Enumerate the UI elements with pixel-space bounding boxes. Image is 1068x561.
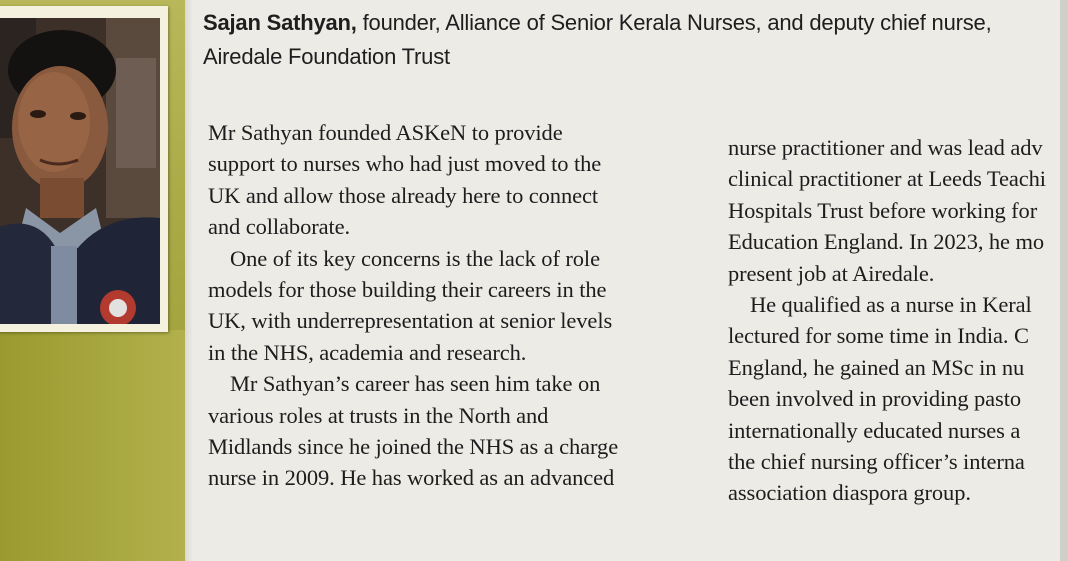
paragraph-line: Mr Sathyan’s career has seen him take on — [230, 371, 601, 397]
paragraph-line: lectured for some time in India. C — [728, 323, 1029, 349]
paragraph-line: been involved in providing pasto — [728, 386, 1022, 412]
heading-line-1 — [203, 6, 1063, 40]
paragraph-line: Education England. In 2023, he mo — [728, 229, 1045, 255]
paragraph-line: present job at Airedale. — [728, 260, 935, 286]
portrait-frame — [0, 6, 168, 332]
paragraph-line: support to nurses who had just moved to the — [208, 151, 602, 177]
paragraph-line: Midlands since he joined the NHS as a charge — [208, 434, 619, 460]
paragraph-line: in the NHS, academia and research. — [208, 339, 527, 365]
paragraph-line: nurse in 2009. He has worked as an advanced — [208, 465, 615, 491]
paragraph-line: UK and allow those already here to connect — [208, 182, 599, 208]
paragraph-line: internationally educated nurses a — [728, 417, 1021, 443]
paragraph-line: various roles at trusts in the North and — [208, 402, 549, 428]
paragraph-line: association diaspora group. — [728, 480, 971, 506]
paragraph-line: nurse practitioner and was lead adv — [728, 135, 1043, 160]
right-page-strip — [1060, 0, 1068, 561]
paragraph-line: Hospitals Trust before working for — [728, 197, 1038, 223]
paragraph-line: the chief nursing officer’s interna — [728, 449, 1025, 475]
paragraph-line: One of its key concerns is the lack of role — [230, 245, 600, 271]
paragraph-line: England, he gained an MSc in nu — [728, 354, 1025, 380]
paragraph-line: and collaborate. — [208, 214, 351, 240]
paragraph-line: clinical practitioner at Leeds Teachi — [728, 166, 1046, 192]
article-column-left — [208, 117, 718, 494]
profile-heading — [203, 6, 1063, 74]
portrait-photo — [0, 18, 160, 324]
paragraph-line: He qualified as a nurse in Keral — [750, 292, 1032, 318]
paragraph-line: Mr Sathyan founded ASKeN to provide — [208, 120, 563, 145]
profile-organisation: Airedale Foundation Trust — [203, 44, 450, 69]
green-sidebar-lower — [0, 330, 185, 561]
paragraph-line: UK, with underrepresentation at senior levels — [208, 308, 613, 334]
profile-role: founder, Alliance of Senior Kerala Nurses, and deputy chief nurse, — [356, 10, 992, 35]
portrait-illustration — [0, 18, 160, 324]
page-edge-shadow — [185, 0, 193, 561]
article-column-right — [728, 132, 1060, 509]
profile-name: Sajan Sathyan, — [203, 10, 357, 35]
paragraph-line: models for those building their careers in the — [208, 277, 607, 303]
